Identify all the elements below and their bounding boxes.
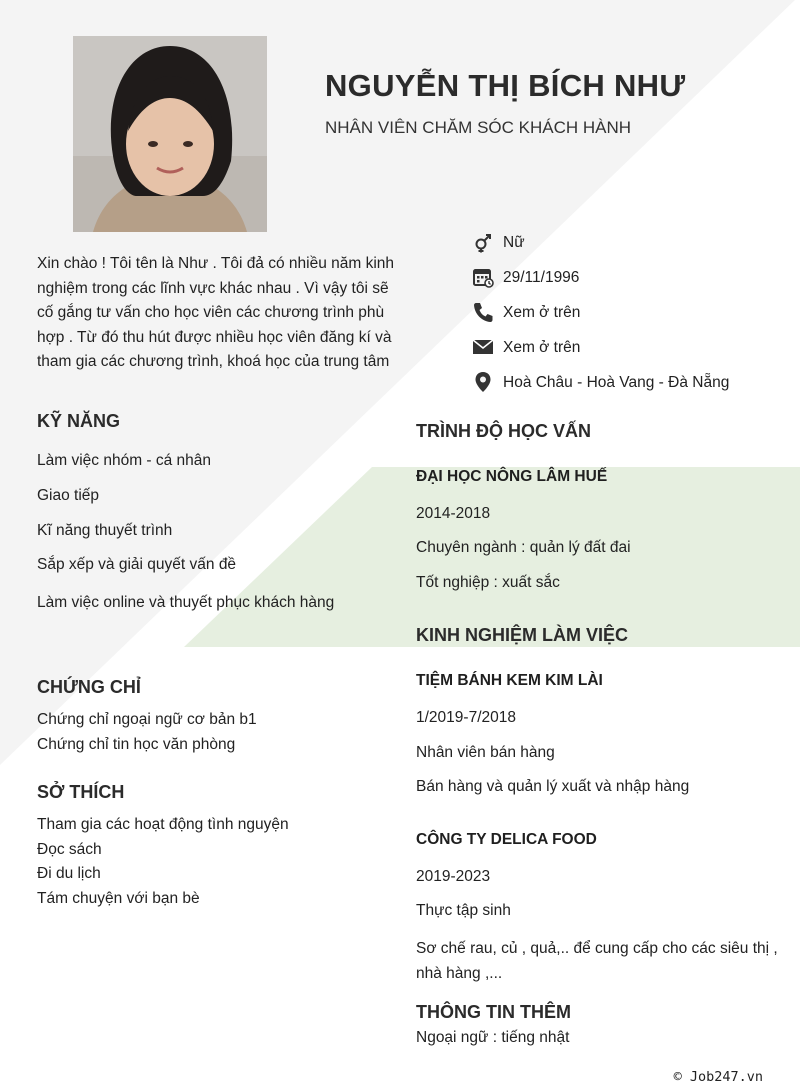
job-role: Thực tập sinh — [416, 902, 511, 919]
education-grade: Tốt nghiệp : xuất sắc — [416, 574, 560, 591]
hobby-item: Tám chuyện với bạn bè — [37, 890, 200, 907]
education-period: 2014-2018 — [416, 505, 491, 522]
skills-heading: KỸ NĂNG — [37, 411, 121, 431]
certificate-item: Chứng chỉ ngoại ngữ cơ bản b1 — [37, 711, 257, 728]
job-company: CÔNG TY DELICA FOOD — [416, 831, 597, 848]
intro-text: Xin chào ! Tôi tên là Như . Tôi đả có nhiều năm kinh nghiệm trong các lĩnh vực khác nhau . Vì vậy tôi sẽ cố gắng tư vấn cho học viên các chương trình phù hợp . Từ đó thu hút được nhiều học viên đăng kí và tham gia các chương trình, khoá học của trung tâm — [37, 255, 395, 370]
contact-address — [472, 371, 732, 395]
job-period: 2019-2023 — [416, 868, 491, 885]
envelope-icon — [472, 336, 494, 358]
candidate-name: NGUYỄN THỊ BÍCH NHƯ — [325, 68, 686, 103]
contact-phone — [472, 301, 732, 325]
phone-value: Xem ở trên — [503, 304, 581, 321]
contact-list — [472, 231, 732, 406]
job-role: Nhân viên bán hàng — [416, 744, 555, 761]
skill-item: Kĩ năng thuyết trình — [37, 522, 173, 539]
job-company: TIỆM BÁNH KEM KIM LÀI — [416, 672, 603, 689]
gender-icon — [472, 231, 494, 253]
birthday-value: 29/11/1996 — [503, 269, 580, 286]
contact-gender — [472, 231, 732, 255]
footer-watermark: © Job247.vn — [673, 1069, 763, 1085]
gender-value: Nữ — [503, 234, 525, 251]
school-name: ĐẠI HỌC NÔNG LÂM HUẾ — [416, 468, 608, 485]
phone-icon — [472, 301, 494, 323]
profile-photo — [73, 36, 267, 232]
job-period: 1/2019-7/2018 — [416, 709, 516, 726]
contact-birthday — [472, 266, 732, 290]
skill-item: Giao tiếp — [37, 487, 100, 504]
job-title: NHÂN VIÊN CHĂM SÓC KHÁCH HÀNH — [325, 118, 632, 137]
extra-info-heading: THÔNG TIN THÊM — [416, 1002, 571, 1022]
address-value: Hoà Châu - Hoà Vang - Đà Nẵng — [503, 374, 730, 391]
contact-email — [472, 336, 732, 360]
location-pin-icon — [472, 371, 494, 393]
skill-item: Làm việc online và thuyết phục khách hàng — [37, 594, 335, 611]
certificate-item: Chứng chỉ tin học văn phòng — [37, 736, 236, 753]
hobby-item: Tham gia các hoạt động tình nguyện — [37, 816, 289, 833]
hobby-item: Đọc sách — [37, 841, 102, 858]
job-description: Sơ chế rau, củ , quả,.. để cung cấp cho các siêu thị , nhà hàng ,... — [416, 940, 778, 982]
education-heading: TRÌNH ĐỘ HỌC VẤN — [416, 421, 591, 441]
hobby-item: Đi du lịch — [37, 865, 101, 882]
certificates-heading: CHỨNG CHỈ — [37, 677, 141, 697]
experience-heading: KINH NGHIỆM LÀM VIỆC — [416, 625, 629, 645]
language-info: Ngoại ngữ : tiếng nhật — [416, 1029, 570, 1046]
email-value: Xem ở trên — [503, 339, 581, 356]
calendar-icon — [472, 266, 494, 288]
hobbies-heading: SỞ THÍCH — [37, 782, 125, 802]
education-major: Chuyên ngành : quản lý đất đai — [416, 539, 631, 556]
skill-item: Sắp xếp và giải quyết vấn đề — [37, 556, 237, 573]
job-description: Bán hàng và quản lý xuất và nhập hàng — [416, 778, 690, 795]
skill-item: Làm việc nhóm - cá nhân — [37, 452, 212, 469]
